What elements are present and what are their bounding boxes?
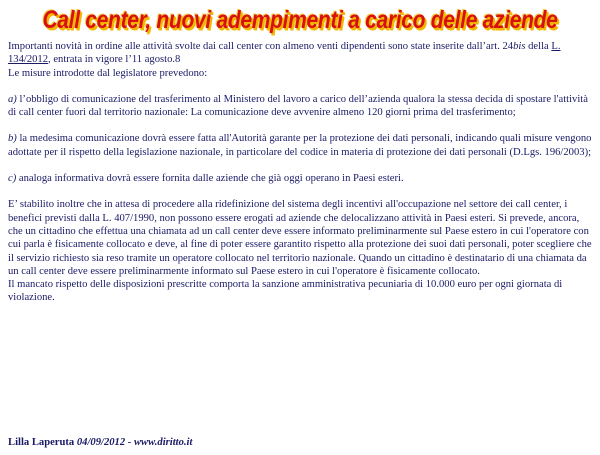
intro-text-3: , entrata in vigore l’11 agosto.8 <box>48 54 181 66</box>
item-letter: c) <box>8 173 17 185</box>
intro-paragraph <box>8 40 593 67</box>
list-item <box>8 93 593 120</box>
signature <box>8 437 192 448</box>
list-item <box>8 132 593 159</box>
list-item <box>8 172 593 185</box>
spacer <box>8 185 593 198</box>
spacer <box>8 119 593 132</box>
item-text: analoga informativa dovrà essere fornita dalle aziende che già oggi operano in Paesi esteri. <box>16 173 404 185</box>
article-body <box>8 40 593 305</box>
page-title: Call center, nuovi adempimenti a carico delle aziende <box>42 6 558 34</box>
closing-paragraph: E’ stabilito inoltre che in attesa di procedere alla ridefinizione del sistema degli incentivi all'occupazione nel settore dei call center, i benefici previsti dalla L. 407/1990, non possono essere erogati ad aziende che delocalizzano attività in Paesi esteri. Si prevede, ancora, che un cittadino che effettua una chiamata ad un call center deve essere informato preliminarmente sul Paese estero in cui l'operatore con cui parla è fisicamente collocato e deve, al fine di poter essere garantito rispetto alla protezione dei suoi dati personali, poter scegliere che il servizio richiesto sia reso tramite un operatore collocato nel territorio nazionale. Quando un cittadino è destinatario di una chiamata da un call center deve essere preliminarmente informato sul Paese estero in cui l'operatore è fisicamente collocato. <box>8 199 592 277</box>
intro-measures-line: Le misure introdotte dal legislatore prevedono: <box>8 67 208 79</box>
law-link[interactable]: L. 134/2012 <box>8 41 561 66</box>
item-letter: b) <box>8 133 17 145</box>
spacer <box>8 80 593 93</box>
date-source: 04/09/2012 - www.diritto.it <box>76 437 193 448</box>
author-name: Lilla Laperuta <box>8 437 75 448</box>
item-text: la medesima comunicazione dovrà essere fatta all'Autorità garante per la protezione dei dati personali, indicando quali misure vengono adottate per il rispetto della legislazione nazionale, in particolare del codice in materia di protezione dei dati personali (D.Lgs. 196/2003); <box>8 133 592 158</box>
spacer <box>8 159 593 172</box>
item-letter: a) <box>8 93 17 105</box>
intro-text: Importanti novità in ordine alle attività svolte dai call center con almeno venti dipendenti sono state inserite dall’art. 24 <box>8 41 514 52</box>
sanction-paragraph: Il mancato rispetto delle disposizioni prescritte comporta la sanzione amministrativa pecuniaria di 10.000 euro per ogni giornata di violazione. <box>8 279 563 304</box>
intro-bis: bis <box>513 41 526 52</box>
intro-text-2: della <box>525 41 552 52</box>
item-text: l’obbligo di comunicazione del trasferimento al Ministero del lavoro a carico dell’azienda qualora la stessa decida di spostare l'attività di call center fuori dal territorio nazionale: La comunicazione deve avvenire almeno 120 giorni prima del trasferimento; <box>8 93 588 119</box>
